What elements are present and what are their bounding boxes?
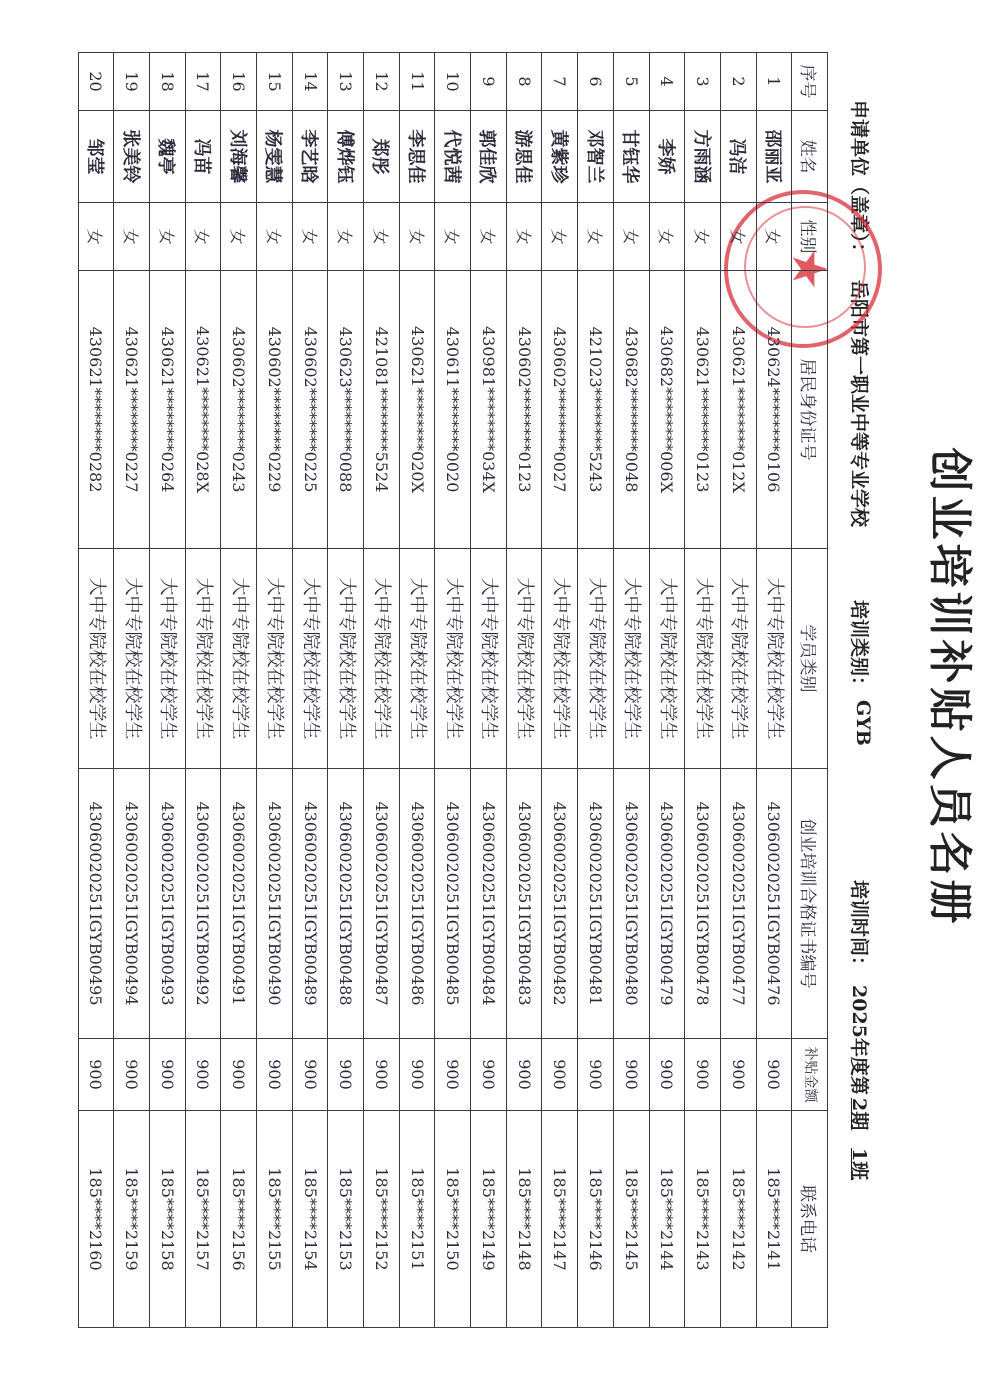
applicant-label: 申请单位（盖章）： xyxy=(848,100,870,262)
table-row xyxy=(114,53,150,1328)
col-seq: 序号 xyxy=(792,53,828,111)
row-seq: 15 xyxy=(257,53,293,111)
row-phone: 185****2156 xyxy=(221,1111,257,1328)
table-row xyxy=(399,53,435,1328)
row-seq: 11 xyxy=(399,53,435,111)
row-student-type: 大中专院校在校学生 xyxy=(649,549,685,769)
row-student-type: 大中专院校在校学生 xyxy=(613,549,649,769)
row-subsidy: 900 xyxy=(506,1039,542,1111)
row-name: 张美铃 xyxy=(114,111,150,203)
table-row xyxy=(506,53,542,1328)
table-row xyxy=(185,53,221,1328)
col-gender: 性别 xyxy=(792,203,828,271)
row-phone: 185****2149 xyxy=(471,1111,507,1328)
row-gender: 女 xyxy=(399,203,435,271)
row-cert-number: 43060020251IGYB00485 xyxy=(435,769,471,1039)
row-phone: 185****2144 xyxy=(649,1111,685,1328)
row-id-number: 430621********0227 xyxy=(114,271,150,549)
table-row xyxy=(756,53,792,1328)
table-row xyxy=(257,53,293,1328)
row-student-type: 大中专院校在校学生 xyxy=(506,549,542,769)
col-name: 姓名 xyxy=(792,111,828,203)
period-value: 2期 xyxy=(848,1098,870,1131)
row-id-number: 430602********0027 xyxy=(542,271,578,549)
row-cert-number: 43060020251IGYB00484 xyxy=(471,769,507,1039)
row-student-type: 大中专院校在校学生 xyxy=(257,549,293,769)
row-seq: 19 xyxy=(114,53,150,111)
table-header-row xyxy=(792,53,828,1328)
table-row xyxy=(613,53,649,1328)
row-phone: 185****2157 xyxy=(185,1111,221,1328)
table-row xyxy=(578,53,614,1328)
row-phone: 185****2151 xyxy=(399,1111,435,1328)
row-gender: 女 xyxy=(720,203,756,271)
row-student-type: 大中专院校在校学生 xyxy=(292,549,328,769)
table-row xyxy=(720,53,756,1328)
document-title: 创业培训补贴人员名册 xyxy=(924,447,975,928)
row-cert-number: 43060020251IGYB00478 xyxy=(685,769,721,1039)
row-subsidy: 900 xyxy=(471,1039,507,1111)
row-seq: 8 xyxy=(506,53,542,111)
row-gender: 女 xyxy=(756,203,792,271)
row-name: 方雨涵 xyxy=(685,111,721,203)
row-id-number: 430624********0106 xyxy=(756,271,792,549)
row-name: 游思佳 xyxy=(506,111,542,203)
row-subsidy: 900 xyxy=(221,1039,257,1111)
row-phone: 185****2154 xyxy=(292,1111,328,1328)
row-gender: 女 xyxy=(685,203,721,271)
row-cert-number: 43060020251IGYB00491 xyxy=(221,769,257,1039)
row-cert-number: 43060020251IGYB00482 xyxy=(542,769,578,1039)
row-seq: 13 xyxy=(328,53,364,111)
row-student-type: 大中专院校在校学生 xyxy=(364,549,400,769)
row-seq: 10 xyxy=(435,53,471,111)
row-id-number: 430621********020X xyxy=(399,271,435,549)
row-seq: 4 xyxy=(649,53,685,111)
row-subsidy: 900 xyxy=(685,1039,721,1111)
row-gender: 女 xyxy=(364,203,400,271)
row-cert-number: 43060020251IGYB00486 xyxy=(399,769,435,1039)
row-student-type: 大中专院校在校学生 xyxy=(114,549,150,769)
row-seq: 7 xyxy=(542,53,578,111)
row-cert-number: 43060020251IGYB00476 xyxy=(756,769,792,1039)
col-subsidy: 补贴金额 xyxy=(792,1039,828,1111)
row-name: 傅烨钰 xyxy=(328,111,364,203)
row-gender: 女 xyxy=(221,203,257,271)
row-id-number: 430621********0264 xyxy=(149,271,185,549)
row-student-type: 大中专院校在校学生 xyxy=(720,549,756,769)
training-time-value: 2025年度第 xyxy=(848,985,870,1095)
row-phone: 185****2153 xyxy=(328,1111,364,1328)
row-student-type: 大中专院校在校学生 xyxy=(435,549,471,769)
row-cert-number: 43060020251IGYB00488 xyxy=(328,769,364,1039)
row-name: 郭佳欣 xyxy=(471,111,507,203)
table-row xyxy=(292,53,328,1328)
row-seq: 16 xyxy=(221,53,257,111)
table-row xyxy=(542,53,578,1328)
row-cert-number: 43060020251IGYB00487 xyxy=(364,769,400,1039)
row-id-number: 430621********028X xyxy=(185,271,221,549)
row-id-number: 430621********012X xyxy=(720,271,756,549)
table-row xyxy=(649,53,685,1328)
row-seq: 2 xyxy=(720,53,756,111)
table-row xyxy=(364,53,400,1328)
table-row xyxy=(685,53,721,1328)
row-seq: 1 xyxy=(756,53,792,111)
row-cert-number: 43060020251IGYB00492 xyxy=(185,769,221,1039)
row-seq: 17 xyxy=(185,53,221,111)
row-phone: 185****2152 xyxy=(364,1111,400,1328)
row-subsidy: 900 xyxy=(257,1039,293,1111)
row-name: 冯洁 xyxy=(720,111,756,203)
row-id-number: 430981********034X xyxy=(471,271,507,549)
row-gender: 女 xyxy=(292,203,328,271)
row-cert-number: 43060020251IGYB00495 xyxy=(78,769,114,1039)
row-student-type: 大中专院校在校学生 xyxy=(399,549,435,769)
row-subsidy: 900 xyxy=(756,1039,792,1111)
row-name: 李思佳 xyxy=(399,111,435,203)
row-name: 郑彤 xyxy=(364,111,400,203)
row-subsidy: 900 xyxy=(328,1039,364,1111)
row-name: 邓智兰 xyxy=(578,111,614,203)
row-name: 李艺晗 xyxy=(292,111,328,203)
row-student-type: 大中专院校在校学生 xyxy=(542,549,578,769)
row-id-number: 421081********5524 xyxy=(364,271,400,549)
row-phone: 185****2155 xyxy=(257,1111,293,1328)
row-gender: 女 xyxy=(185,203,221,271)
row-student-type: 大中专院校在校学生 xyxy=(756,549,792,769)
row-phone: 185****2146 xyxy=(578,1111,614,1328)
col-id: 居民身份证号 xyxy=(792,271,828,549)
row-name: 李娇 xyxy=(649,111,685,203)
row-cert-number: 43060020251IGYB00481 xyxy=(578,769,614,1039)
row-student-type: 大中专院校在校学生 xyxy=(471,549,507,769)
row-subsidy: 900 xyxy=(114,1039,150,1111)
row-gender: 女 xyxy=(542,203,578,271)
row-phone: 185****2143 xyxy=(685,1111,721,1328)
row-cert-number: 43060020251IGYB00483 xyxy=(506,769,542,1039)
row-phone: 185****2147 xyxy=(542,1111,578,1328)
row-id-number: 430682********006X xyxy=(649,271,685,549)
row-seq: 3 xyxy=(685,53,721,111)
row-id-number: 430621********0123 xyxy=(685,271,721,549)
row-gender: 女 xyxy=(649,203,685,271)
training-type-label: 培训类别： xyxy=(848,600,870,696)
row-name: 杨雯慧 xyxy=(257,111,293,203)
row-name: 黄紫珍 xyxy=(542,111,578,203)
row-cert-number: 43060020251IGYB00489 xyxy=(292,769,328,1039)
row-gender: 女 xyxy=(435,203,471,271)
seal-star-icon: ★ xyxy=(781,247,837,291)
row-gender: 女 xyxy=(471,203,507,271)
row-student-type: 大中专院校在校学生 xyxy=(185,549,221,769)
row-id-number: 430621********0282 xyxy=(78,271,114,549)
row-subsidy: 900 xyxy=(399,1039,435,1111)
row-gender: 女 xyxy=(506,203,542,271)
row-name: 邹莹 xyxy=(78,111,114,203)
row-subsidy: 900 xyxy=(578,1039,614,1111)
row-name: 刘海馨 xyxy=(221,111,257,203)
row-id-number: 430682********0048 xyxy=(613,271,649,549)
applicant-value: 岳阳市第一职业中等专业学校 xyxy=(848,280,870,528)
row-id-number: 421023********5243 xyxy=(578,271,614,549)
row-cert-number: 43060020251IGYB00479 xyxy=(649,769,685,1039)
row-phone: 185****2159 xyxy=(114,1111,150,1328)
row-name: 魏亭 xyxy=(149,111,185,203)
row-cert-number: 43060020251IGYB00490 xyxy=(257,769,293,1039)
row-cert-number: 43060020251IGYB00493 xyxy=(149,769,185,1039)
row-gender: 女 xyxy=(613,203,649,271)
row-seq: 5 xyxy=(613,53,649,111)
col-cert: 创业培训合格证书编号 xyxy=(792,769,828,1039)
row-cert-number: 43060020251IGYB00494 xyxy=(114,769,150,1039)
row-gender: 女 xyxy=(578,203,614,271)
row-phone: 185****2148 xyxy=(506,1111,542,1328)
row-subsidy: 900 xyxy=(149,1039,185,1111)
row-phone: 185****2142 xyxy=(720,1111,756,1328)
col-student-type: 学员类别 xyxy=(792,549,828,769)
row-student-type: 大中专院校在校学生 xyxy=(78,549,114,769)
row-subsidy: 900 xyxy=(542,1039,578,1111)
row-id-number: 430602********0243 xyxy=(221,271,257,549)
row-student-type: 大中专院校在校学生 xyxy=(221,549,257,769)
row-phone: 185****2150 xyxy=(435,1111,471,1328)
col-phone: 联系电话 xyxy=(792,1111,828,1328)
row-seq: 6 xyxy=(578,53,614,111)
row-seq: 18 xyxy=(149,53,185,111)
training-time-label: 培训时间： xyxy=(848,880,870,976)
row-subsidy: 900 xyxy=(649,1039,685,1111)
row-cert-number: 43060020251IGYB00480 xyxy=(613,769,649,1039)
row-gender: 女 xyxy=(257,203,293,271)
row-id-number: 430611********0020 xyxy=(435,271,471,549)
row-student-type: 大中专院校在校学生 xyxy=(149,549,185,769)
row-subsidy: 900 xyxy=(292,1039,328,1111)
row-phone: 185****2158 xyxy=(149,1111,185,1328)
table-row xyxy=(328,53,364,1328)
class-value: 1班 xyxy=(848,1148,870,1181)
row-student-type: 大中专院校在校学生 xyxy=(685,549,721,769)
row-seq: 12 xyxy=(364,53,400,111)
row-subsidy: 900 xyxy=(185,1039,221,1111)
row-id-number: 430623********0088 xyxy=(328,271,364,549)
training-type-value: GYB xyxy=(852,700,874,746)
row-seq: 14 xyxy=(292,53,328,111)
row-id-number: 430602********0229 xyxy=(257,271,293,549)
row-seq: 20 xyxy=(78,53,114,111)
row-id-number: 430602********0123 xyxy=(506,271,542,549)
row-name: 邵丽亚 xyxy=(756,111,792,203)
table-row xyxy=(78,53,114,1328)
table-body xyxy=(78,53,792,1328)
row-student-type: 大中专院校在校学生 xyxy=(578,549,614,769)
row-gender: 女 xyxy=(78,203,114,271)
row-student-type: 大中专院校在校学生 xyxy=(328,549,364,769)
row-subsidy: 900 xyxy=(435,1039,471,1111)
row-gender: 女 xyxy=(114,203,150,271)
row-name: 冯苗 xyxy=(185,111,221,203)
table-row xyxy=(435,53,471,1328)
table-row xyxy=(471,53,507,1328)
row-gender: 女 xyxy=(149,203,185,271)
row-name: 代悦茜 xyxy=(435,111,471,203)
row-gender: 女 xyxy=(328,203,364,271)
row-subsidy: 900 xyxy=(720,1039,756,1111)
row-phone: 185****2141 xyxy=(756,1111,792,1328)
row-subsidy: 900 xyxy=(78,1039,114,1111)
row-cert-number: 43060020251IGYB00477 xyxy=(720,769,756,1039)
row-subsidy: 900 xyxy=(613,1039,649,1111)
roster-table xyxy=(78,52,828,1328)
row-phone: 185****2145 xyxy=(613,1111,649,1328)
table-row xyxy=(149,53,185,1328)
row-seq: 9 xyxy=(471,53,507,111)
row-id-number: 430602********0225 xyxy=(292,271,328,549)
table-row xyxy=(221,53,257,1328)
row-subsidy: 900 xyxy=(364,1039,400,1111)
row-name: 甘钰华 xyxy=(613,111,649,203)
row-phone: 185****2160 xyxy=(78,1111,114,1328)
